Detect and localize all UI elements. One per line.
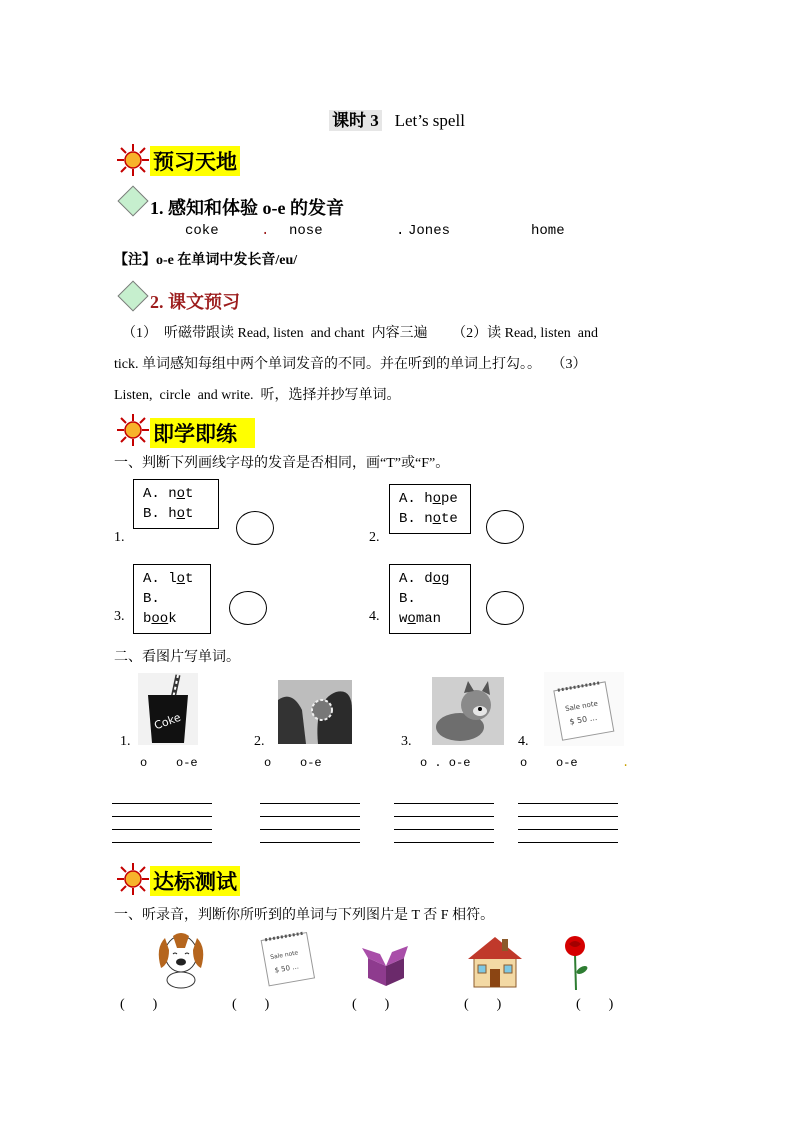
item-number: 3. bbox=[114, 609, 125, 624]
option-a: A. hope bbox=[399, 491, 458, 507]
spelling-hint: o o-e bbox=[520, 756, 578, 770]
word-nose: nose bbox=[289, 223, 323, 239]
word-jones: Jones bbox=[408, 223, 451, 239]
word-dot: . bbox=[396, 223, 405, 239]
word-home: home bbox=[531, 223, 565, 239]
write-line[interactable] bbox=[518, 842, 618, 843]
section-test-heading: 达标测试 bbox=[150, 866, 240, 896]
item-number: 4. bbox=[369, 609, 380, 624]
exercise3-instruction: 一、听录音，判断你所听到的单词与下列图片是 T 否 F 相符。 bbox=[114, 908, 495, 923]
answer-circle[interactable] bbox=[486, 510, 524, 544]
rose-image bbox=[560, 934, 590, 990]
answer-circle[interactable] bbox=[486, 591, 524, 625]
option-b: B. note bbox=[399, 511, 458, 527]
sun-icon bbox=[116, 862, 150, 896]
svg-text:$ 50 ...: $ 50 ... bbox=[568, 712, 598, 727]
word-pair-box bbox=[389, 484, 471, 534]
spelling-hint: o . o-e bbox=[420, 756, 471, 770]
part2-line: （1） 听磁带跟读 Read, listen and chant 内容三遍 （2）读 Read, listen and bbox=[122, 326, 598, 341]
page-title bbox=[0, 106, 794, 131]
item-number: 4. bbox=[518, 734, 529, 749]
note-text: o-e 在单词中发长音/eu/ bbox=[156, 253, 298, 268]
section-preview-heading: 预习天地 bbox=[150, 146, 240, 176]
word-pair-box bbox=[133, 479, 219, 529]
write-line[interactable] bbox=[260, 842, 360, 843]
part1-heading: 1. 感知和体验 o-e 的发音 bbox=[150, 198, 344, 218]
write-line[interactable] bbox=[518, 816, 618, 817]
dog-nose-image bbox=[278, 680, 352, 744]
spelling-hint: o o-e bbox=[264, 756, 322, 770]
sun-icon bbox=[116, 413, 150, 447]
write-line[interactable] bbox=[112, 829, 212, 830]
exercise1-instruction: 一、判断下列画线字母的发音是否相同，画“T”或“F”。 bbox=[114, 456, 450, 471]
write-line[interactable] bbox=[112, 803, 212, 804]
part2-line: tick. 单词感知每组中两个单词发音的不同。并在听到的单词上打勾。。 （3） bbox=[114, 357, 587, 372]
item-number: 1. bbox=[120, 734, 131, 749]
option-a: A. dog bbox=[399, 571, 450, 587]
option-a: A. not bbox=[143, 486, 194, 502]
write-line[interactable] bbox=[112, 842, 212, 843]
answer-circle[interactable] bbox=[236, 511, 274, 545]
lesson-topic: Let’s spell bbox=[394, 111, 465, 130]
answer-circle[interactable] bbox=[229, 591, 267, 625]
box-image bbox=[362, 942, 408, 988]
write-line[interactable] bbox=[394, 803, 494, 804]
item-number: 2. bbox=[254, 734, 265, 749]
word-dot: . bbox=[261, 223, 270, 239]
option-a: A. lot bbox=[143, 571, 194, 587]
diamond-icon bbox=[117, 280, 148, 311]
option-b: B. book bbox=[143, 591, 177, 627]
svg-text:$ 50 ...: $ 50 ... bbox=[273, 962, 300, 975]
answer-blank[interactable]: ( ) bbox=[120, 997, 158, 1012]
svg-text:Sale note: Sale note bbox=[269, 949, 299, 962]
item-number: 2. bbox=[369, 530, 380, 545]
note-label: 【注】 bbox=[114, 253, 156, 268]
write-line[interactable] bbox=[518, 829, 618, 830]
puppy-image bbox=[155, 928, 207, 990]
answer-blank[interactable]: ( ) bbox=[576, 997, 614, 1012]
word-coke: coke bbox=[185, 223, 219, 239]
note-image bbox=[257, 928, 321, 990]
sun-icon bbox=[116, 143, 150, 177]
svg-text:Sale note: Sale note bbox=[564, 699, 599, 714]
answer-blank[interactable]: ( ) bbox=[464, 997, 502, 1012]
hint-dot: . bbox=[622, 756, 630, 770]
dog-image bbox=[432, 677, 504, 745]
write-line[interactable] bbox=[394, 816, 494, 817]
lesson-number: 课时 3 bbox=[329, 110, 382, 131]
write-line[interactable] bbox=[394, 829, 494, 830]
write-line[interactable] bbox=[112, 816, 212, 817]
exercise2-instruction: 二、看图片写单词。 bbox=[114, 650, 240, 665]
svg-text:Coke: Coke bbox=[152, 710, 183, 733]
option-b: B. hot bbox=[143, 506, 194, 522]
answer-blank[interactable]: ( ) bbox=[232, 997, 270, 1012]
coke-glass-image bbox=[138, 673, 198, 745]
write-line[interactable] bbox=[260, 803, 360, 804]
write-line[interactable] bbox=[394, 842, 494, 843]
write-line[interactable] bbox=[260, 829, 360, 830]
diamond-icon bbox=[117, 185, 148, 216]
write-line[interactable] bbox=[518, 803, 618, 804]
part2-heading: 2. 课文预习 bbox=[150, 292, 240, 312]
note-image bbox=[544, 672, 624, 746]
item-number: 1. bbox=[114, 530, 125, 545]
answer-blank[interactable]: ( ) bbox=[352, 997, 390, 1012]
house-image bbox=[466, 933, 524, 989]
part2-line: Listen, circle and write. 听，选择并抄写单词。 bbox=[114, 388, 401, 403]
section-practice-heading: 即学即练 bbox=[150, 418, 255, 448]
note-line bbox=[114, 249, 297, 269]
spelling-hint: o o-e bbox=[140, 756, 198, 770]
option-b: B. woman bbox=[399, 591, 442, 627]
word-pair-box bbox=[133, 564, 211, 634]
write-line[interactable] bbox=[260, 816, 360, 817]
item-number: 3. bbox=[401, 734, 412, 749]
word-pair-box bbox=[389, 564, 471, 634]
